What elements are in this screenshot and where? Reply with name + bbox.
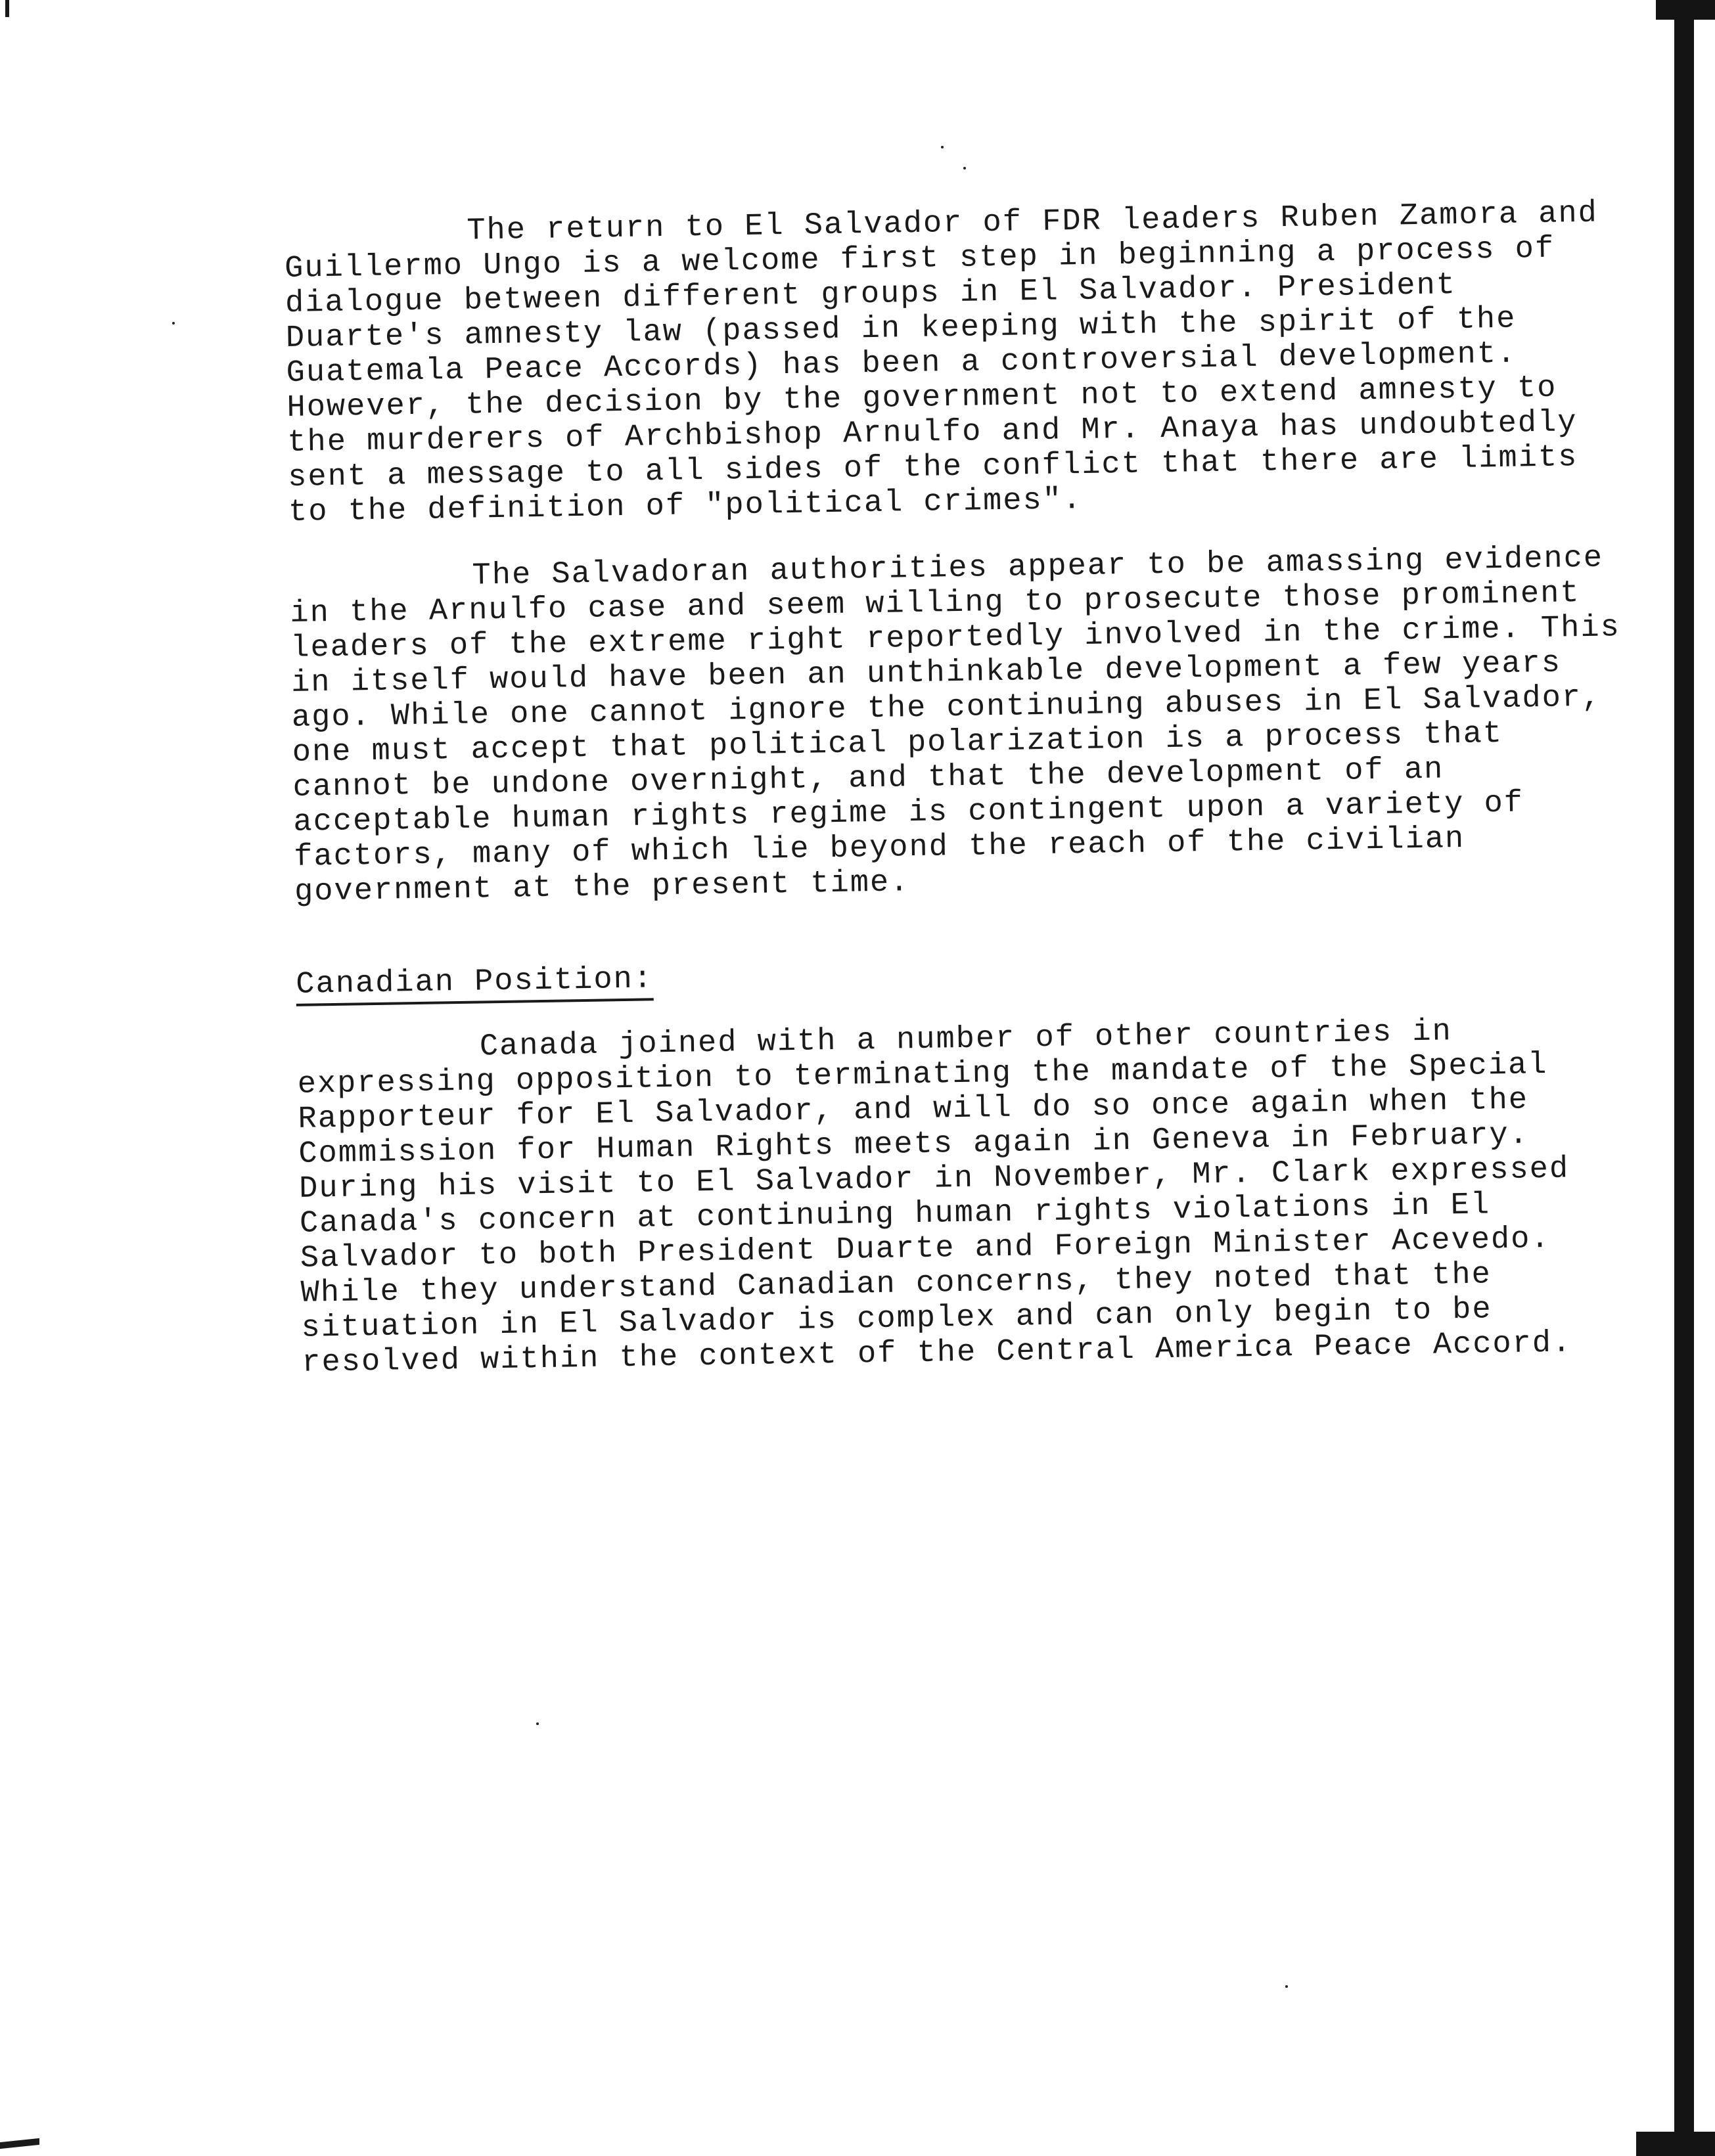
document-body bbox=[284, 196, 1643, 1412]
scan-speck bbox=[536, 1722, 539, 1725]
scan-speck bbox=[941, 146, 944, 148]
scan-speck bbox=[1285, 1985, 1288, 1988]
paragraph-canadian-position: Canada joined with a number of other countries in expressing opposition to terminating the mandate of the Special Rapporteur for El Salvador, and will do so once again when the Commission for Human Rights meets again in Geneva in February. During his visit to El Salvador in November, Mr. Clark expressed Canada's concern at continuing human rights violations in El Salvador to both President Duarte and Foreign Minister Acevedo. While they understand Canadian concerns, they noted that the situation in El Salvador is complex and can only begin to be resolved within the context of the Central America Peace Accord. bbox=[297, 1014, 1572, 1381]
scan-corner-mark-bottom bbox=[0, 2138, 39, 2149]
binding-edge bbox=[1674, 0, 1694, 2156]
paragraph-fdr-return: The return to El Salvador of FDR leaders Ruben Zamora and Guillermo Ungo is a welcome first step in beginning a process of dialogue between different groups in El Salvador. President Duarte's amnesty law (passed in keeping with the spirit of the Guatemala Peace Accords) has been a controversial development. However, the decision by the government not to extend amnesty to the murderers of Archbishop Arnulfo and Mr. Anaya has undoubtedly sent a message to all sides of the conflict that there are limits to the definition of "political crimes". bbox=[284, 196, 1599, 530]
section-heading: Canadian Position: bbox=[296, 962, 654, 1006]
scan-speck bbox=[963, 167, 966, 169]
scan-corner-mark bbox=[5, 0, 9, 17]
binding-edge-bottom bbox=[1636, 2132, 1715, 2156]
paragraph-arnulfo-case: The Salvadoran authorities appear to be amassing evidence in the Arnulfo case and seem willing to prosecute those prominent leaders of the extreme right reportedly involved in the crime. This in itself would have been an unthinkable development a few years ago. While one cannot ignore the continuing abuses in El Salvador, one must accept that political polarization is a process that cannot be undone overnight, and that the development of an acceptable human rights regime is contingent upon a variety of factors, many of which lie beyond the reach of the civilian government at the present time. bbox=[290, 541, 1621, 910]
scan-speck bbox=[172, 322, 175, 325]
